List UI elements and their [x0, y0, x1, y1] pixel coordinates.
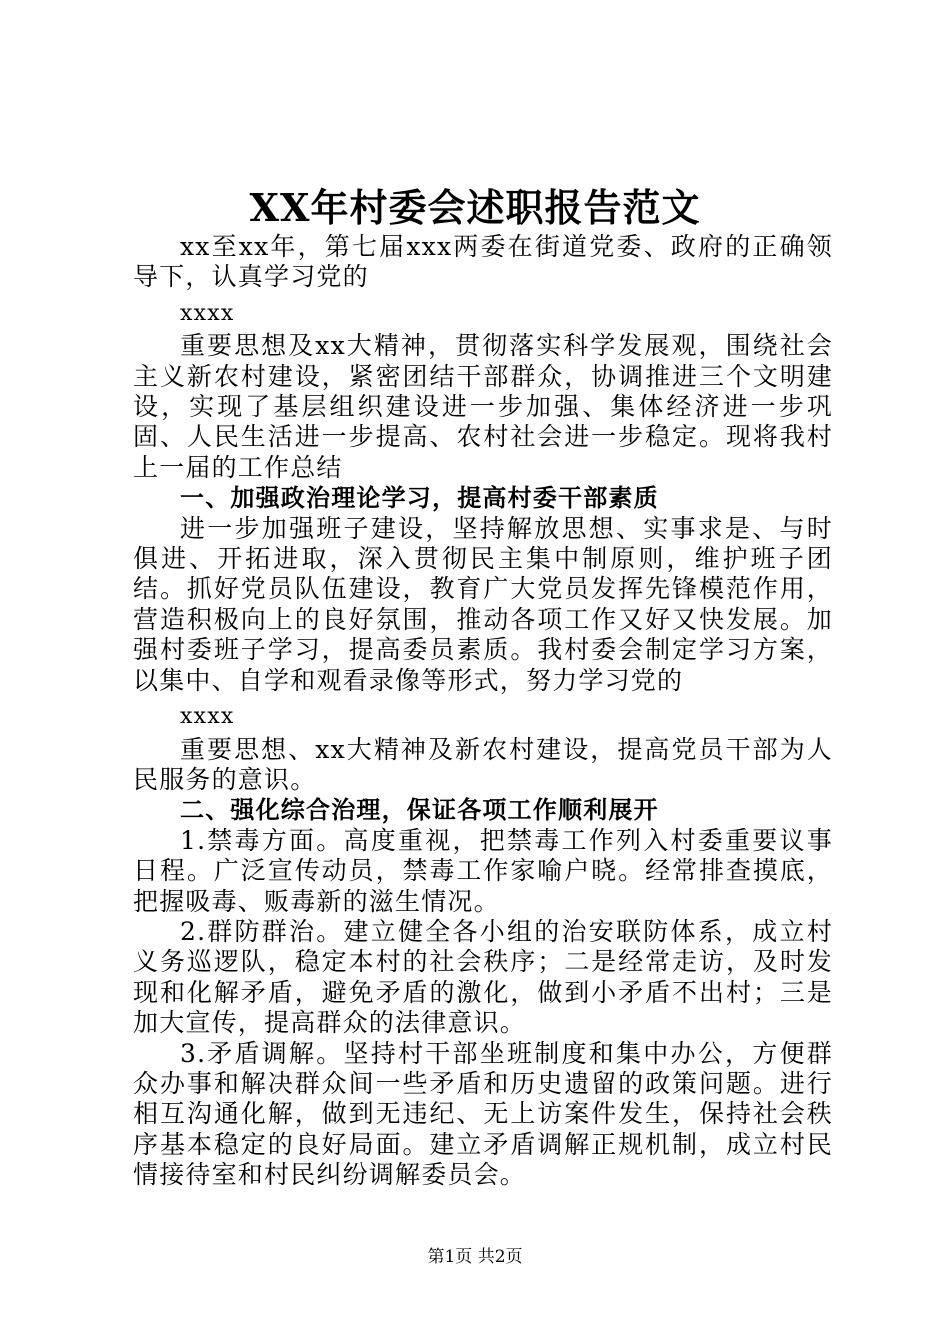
document-title: XX年村委会述职报告范文 [249, 185, 701, 230]
paragraph-item-2: 2.群防群治。建立健全各小组的治安联防体系，成立村义务巡逻队，稳定本村的社会秩序；二是经常走访，及时发现和化解矛盾，避免矛盾的激化，做到小矛盾不出村；三是加大宣传，提高群众的法律意识。 [133, 916, 833, 1038]
paragraph-intro: xx至xx年，第七届xxx两委在街道党委、政府的正确领导下，认真学习党的 [133, 232, 833, 292]
document-body [133, 232, 833, 1191]
page-footer: 第1页 共2页 [427, 1247, 523, 1267]
section-heading-1: 一、加强政治理论学习，提高村委干部素质 [180, 484, 659, 513]
placeholder-line: xxxx [180, 300, 235, 326]
paragraph-item-1: 1.禁毒方面。高度重视，把禁毒工作列入村委重要议事日程。广泛宣传动员，禁毒工作家喻户晓。经常排查摸底，把握吸毒、贩毒新的滋生情况。 [133, 825, 833, 916]
section-heading-2: 二、强化综合治理，保证各项工作顺利展开 [180, 796, 659, 825]
paragraph-summary: 重要思想及xx大精神，贯彻落实科学发展观，围绕社会主义新农村建设，紧密团结干部群众，协调推进三个文明建设，实现了基层组织建设进一步加强、集体经济进一步巩固、人民生活进一步提高、农村社会进一步稳定。现将我村上一届的工作总结 [133, 331, 833, 482]
paragraph-section-1-cont: 重要思想、xx大精神及新农村建设，提高党员干部为人民服务的意识。 [133, 734, 833, 794]
paragraph-section-1: 进一步加强班子建设，坚持解放思想、实事求是、与时俱进、开拓进取，深入贯彻民主集中制原则，维护班子团结。抓好党员队伍建设，教育广大党员发挥先锋模范作用，营造积极向上的良好氛围，推动各项工作又好又快发展。加强村委班子学习，提高委员素质。我村委会制定学习方案，以集中、自学和观看录像等形式，努力学习党的 [133, 513, 833, 695]
placeholder-line: xxxx [180, 704, 235, 730]
paragraph-item-3: 3.矛盾调解。坚持村干部坐班制度和集中办公，方便群众办事和解决群众间一些矛盾和历史遗留的政策问题。进行相互沟通化解，做到无违纪、无上访案件发生，保持社会秩序基本稳定的良好局面。建立矛盾调解正规机制，成立村民情接待室和村民纠纷调解委员会。 [133, 1038, 833, 1190]
